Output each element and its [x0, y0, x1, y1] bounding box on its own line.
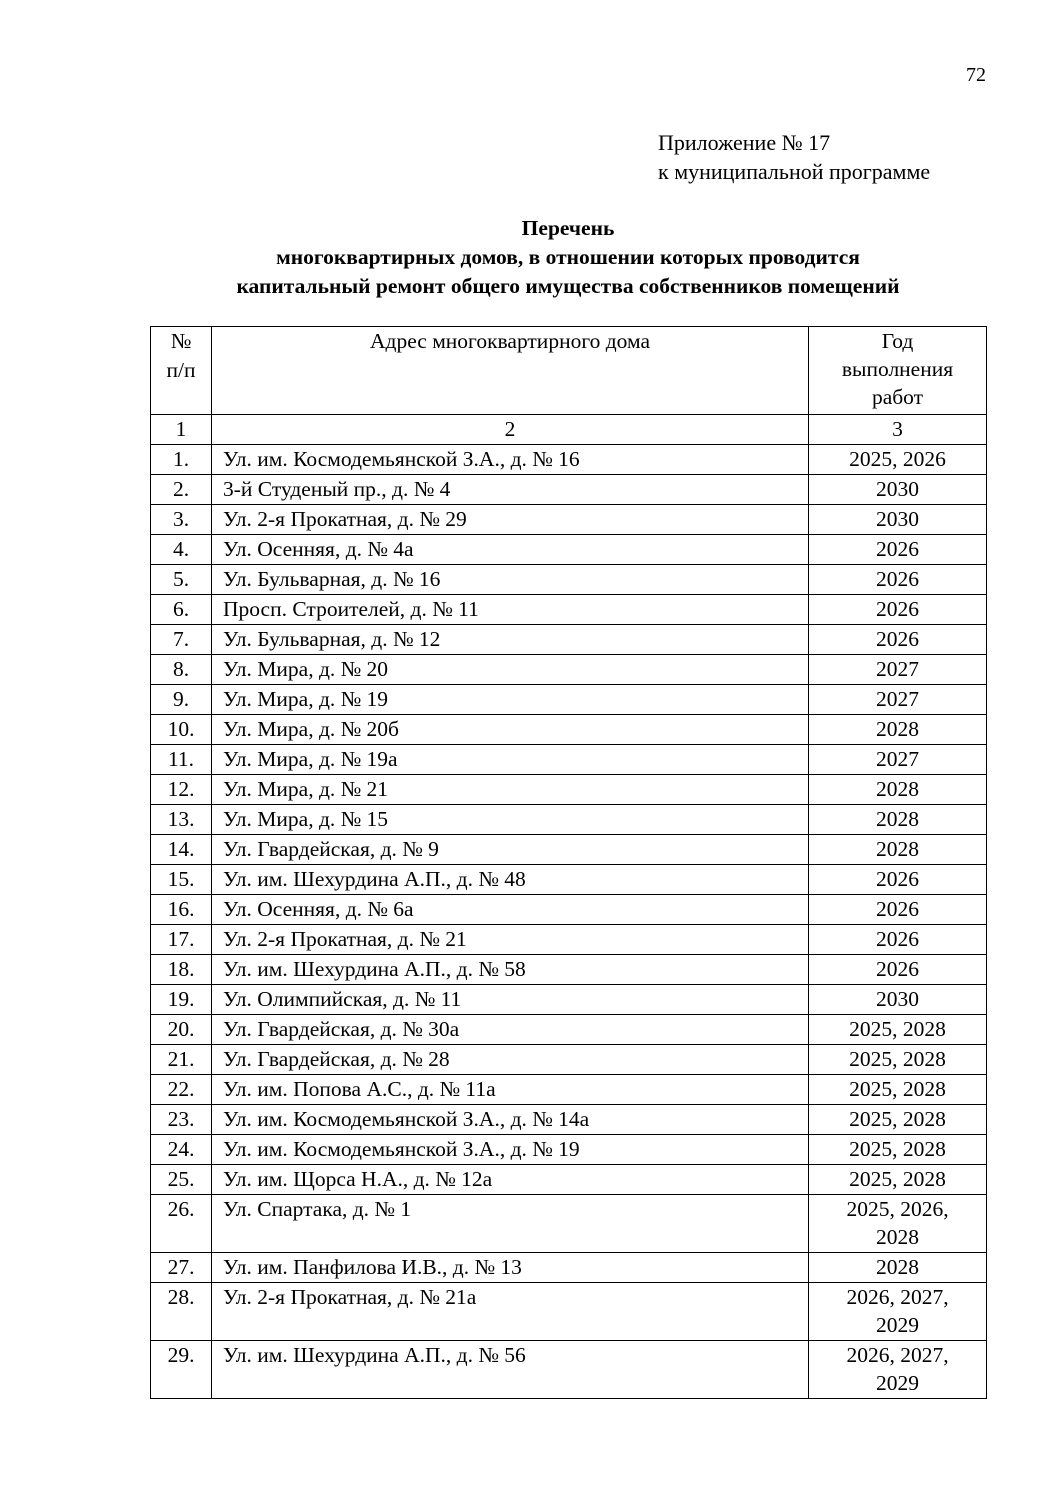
row-number: 12. — [151, 775, 212, 805]
row-address: Ул. 2-я Прокатная, д. № 21а — [212, 1283, 809, 1341]
row-address: Ул. Мира, д. № 20 — [212, 655, 809, 685]
row-address: Просп. Строителей, д. № 11 — [212, 595, 809, 625]
row-number: 23. — [151, 1105, 212, 1135]
row-address: Ул. Осенняя, д. № 4а — [212, 535, 809, 565]
row-number: 7. — [151, 625, 212, 655]
row-address: 3-й Студеный пр., д. № 4 — [212, 475, 809, 505]
row-address: Ул. 2-я Прокатная, д. № 21 — [212, 925, 809, 955]
header-number-line: п/п — [166, 358, 196, 382]
row-address: Ул. им. Шехурдина А.П., д. № 56 — [212, 1341, 809, 1399]
page-number: 72 — [966, 64, 986, 86]
row-years-line: 2029 — [876, 1313, 919, 1337]
row-number: 8. — [151, 655, 212, 685]
row-address: Ул. Мира, д. № 21 — [212, 775, 809, 805]
row-number: 21. — [151, 1045, 212, 1075]
row-number: 16. — [151, 895, 212, 925]
row-number: 13. — [151, 805, 212, 835]
row-years-line: 2026 — [876, 597, 919, 621]
row-number: 1. — [151, 445, 212, 475]
row-address: Ул. Мира, д. № 20б — [212, 715, 809, 745]
table-row — [151, 1105, 987, 1135]
row-years — [809, 655, 987, 685]
row-years-line: 2027 — [876, 657, 919, 681]
row-years — [809, 895, 987, 925]
table-row — [151, 1195, 987, 1253]
table-row — [151, 1341, 987, 1399]
row-years-line: 2026 — [876, 927, 919, 951]
document-title — [150, 214, 986, 301]
column-index-row — [151, 415, 987, 445]
table-row — [151, 1253, 987, 1283]
title-line: Перечень — [521, 216, 615, 240]
row-years-line: 2030 — [876, 987, 919, 1011]
row-number: 5. — [151, 565, 212, 595]
column-index: 2 — [212, 415, 809, 445]
row-years — [809, 1135, 987, 1165]
row-years-line: 2025, 2028 — [849, 1017, 946, 1041]
row-years-line: 2028 — [876, 807, 919, 831]
table-row — [151, 985, 987, 1015]
row-years — [809, 1341, 987, 1399]
row-years — [809, 835, 987, 865]
title-line: капитальный ремонт общего имущества собственников помещений — [236, 274, 900, 298]
header-address: Адрес многоквартирного дома — [212, 327, 809, 415]
row-years-line: 2026 — [876, 957, 919, 981]
row-years-line: 2030 — [876, 477, 919, 501]
row-years — [809, 1015, 987, 1045]
row-years-line: 2026 — [876, 897, 919, 921]
row-address: Ул. им. Шехурдина А.П., д. № 58 — [212, 955, 809, 985]
table-row — [151, 655, 987, 685]
row-years-line: 2026 — [876, 867, 919, 891]
row-years-line: 2025, 2028 — [849, 1167, 946, 1191]
row-years-line: 2025, 2028 — [849, 1047, 946, 1071]
row-years — [809, 595, 987, 625]
row-years — [809, 745, 987, 775]
row-years — [809, 865, 987, 895]
row-address: Ул. Гвардейская, д. № 9 — [212, 835, 809, 865]
row-years — [809, 955, 987, 985]
table-row — [151, 595, 987, 625]
header-number-line: № — [170, 329, 192, 353]
row-years — [809, 505, 987, 535]
row-years-line: 2028 — [876, 777, 919, 801]
table-row — [151, 895, 987, 925]
row-address: Ул. Гвардейская, д. № 30а — [212, 1015, 809, 1045]
row-years — [809, 685, 987, 715]
row-number: 27. — [151, 1253, 212, 1283]
row-number: 26. — [151, 1195, 212, 1253]
row-years-line: 2027 — [876, 747, 919, 771]
row-years — [809, 1165, 987, 1195]
header-year-line: работ — [871, 385, 924, 409]
table-row — [151, 1075, 987, 1105]
table-row — [151, 445, 987, 475]
row-address: Ул. Осенняя, д. № 6а — [212, 895, 809, 925]
row-years-line: 2025, 2026 — [849, 447, 946, 471]
header-number — [151, 327, 212, 415]
table-row — [151, 775, 987, 805]
row-number: 25. — [151, 1165, 212, 1195]
table-row — [151, 1165, 987, 1195]
row-years-line: 2026 — [876, 627, 919, 651]
table-row — [151, 1283, 987, 1341]
row-number: 28. — [151, 1283, 212, 1341]
row-years — [809, 1075, 987, 1105]
row-number: 15. — [151, 865, 212, 895]
table-row — [151, 505, 987, 535]
row-address: Ул. им. Космодемьянской З.А., д. № 14а — [212, 1105, 809, 1135]
row-years-line: 2025, 2028 — [849, 1107, 946, 1131]
row-years — [809, 1253, 987, 1283]
row-address: Ул. им. Попова А.С., д. № 11а — [212, 1075, 809, 1105]
row-number: 17. — [151, 925, 212, 955]
row-number: 6. — [151, 595, 212, 625]
row-years-line: 2025, 2028 — [849, 1077, 946, 1101]
header-year-line: Год — [881, 329, 914, 353]
row-years — [809, 1283, 987, 1341]
row-address: Ул. Гвардейская, д. № 28 — [212, 1045, 809, 1075]
row-years-line: 2029 — [876, 1371, 919, 1395]
row-years-line: 2026, 2027, — [846, 1285, 949, 1309]
row-years — [809, 565, 987, 595]
table-row — [151, 1045, 987, 1075]
column-index: 1 — [151, 415, 212, 445]
row-number: 10. — [151, 715, 212, 745]
row-address: Ул. Мира, д. № 19а — [212, 745, 809, 775]
table-row — [151, 745, 987, 775]
row-years — [809, 715, 987, 745]
row-years — [809, 775, 987, 805]
row-years — [809, 925, 987, 955]
row-years — [809, 1195, 987, 1253]
row-address: Ул. Бульварная, д. № 12 — [212, 625, 809, 655]
row-number: 22. — [151, 1075, 212, 1105]
row-years-line: 2027 — [876, 687, 919, 711]
row-years-line: 2030 — [876, 507, 919, 531]
row-years-line: 2025, 2028 — [849, 1137, 946, 1161]
appendix-reference: к муниципальной программе — [658, 159, 931, 184]
table-row — [151, 535, 987, 565]
table-row — [151, 835, 987, 865]
appendix-note — [658, 128, 930, 186]
table-row — [151, 1135, 987, 1165]
row-address: Ул. Олимпийская, д. № 11 — [212, 985, 809, 1015]
row-years — [809, 625, 987, 655]
table-header-row — [151, 327, 987, 415]
table-row — [151, 805, 987, 835]
table-row — [151, 685, 987, 715]
table-row — [151, 475, 987, 505]
row-years-line: 2026 — [876, 537, 919, 561]
table-row — [151, 1015, 987, 1045]
row-number: 18. — [151, 955, 212, 985]
table-row — [151, 625, 987, 655]
row-address: Ул. Мира, д. № 15 — [212, 805, 809, 835]
row-address: Ул. 2-я Прокатная, д. № 29 — [212, 505, 809, 535]
row-years — [809, 475, 987, 505]
table-row — [151, 955, 987, 985]
row-address: Ул. им. Панфилова И.В., д. № 13 — [212, 1253, 809, 1283]
row-address: Ул. Бульварная, д. № 16 — [212, 565, 809, 595]
row-address: Ул. Мира, д. № 19 — [212, 685, 809, 715]
row-address: Ул. им. Космодемьянской З.А., д. № 16 — [212, 445, 809, 475]
row-years-line: 2028 — [876, 837, 919, 861]
title-line: многоквартирных домов, в отношении которых проводится — [276, 245, 860, 269]
row-years — [809, 985, 987, 1015]
row-number: 24. — [151, 1135, 212, 1165]
row-number: 14. — [151, 835, 212, 865]
row-address: Ул. им. Космодемьянской З.А., д. № 19 — [212, 1135, 809, 1165]
row-years — [809, 535, 987, 565]
row-years-line: 2028 — [876, 717, 919, 741]
row-years-line: 2028 — [876, 1255, 919, 1279]
row-years — [809, 1105, 987, 1135]
row-years-line: 2028 — [876, 1225, 919, 1249]
table-row — [151, 925, 987, 955]
row-address: Ул. им. Шехурдина А.П., д. № 48 — [212, 865, 809, 895]
row-years-line: 2026 — [876, 567, 919, 591]
row-number: 4. — [151, 535, 212, 565]
row-number: 19. — [151, 985, 212, 1015]
table-row — [151, 565, 987, 595]
row-number: 20. — [151, 1015, 212, 1045]
row-address: Ул. им. Щорса Н.А., д. № 12а — [212, 1165, 809, 1195]
table-row — [151, 715, 987, 745]
row-years-line: 2026, 2027, — [846, 1343, 949, 1367]
row-years — [809, 445, 987, 475]
header-year — [809, 327, 987, 415]
row-number: 3. — [151, 505, 212, 535]
appendix-number: Приложение № 17 — [658, 130, 831, 155]
row-number: 11. — [151, 745, 212, 775]
column-index: 3 — [809, 415, 987, 445]
row-address: Ул. Спартака, д. № 1 — [212, 1195, 809, 1253]
row-years — [809, 1045, 987, 1075]
houses-table — [150, 326, 987, 1399]
row-number: 29. — [151, 1341, 212, 1399]
row-years-line: 2025, 2026, — [846, 1197, 949, 1221]
row-years — [809, 805, 987, 835]
row-number: 2. — [151, 475, 212, 505]
header-year-line: выполнения — [841, 357, 954, 381]
row-number: 9. — [151, 685, 212, 715]
table-row — [151, 865, 987, 895]
